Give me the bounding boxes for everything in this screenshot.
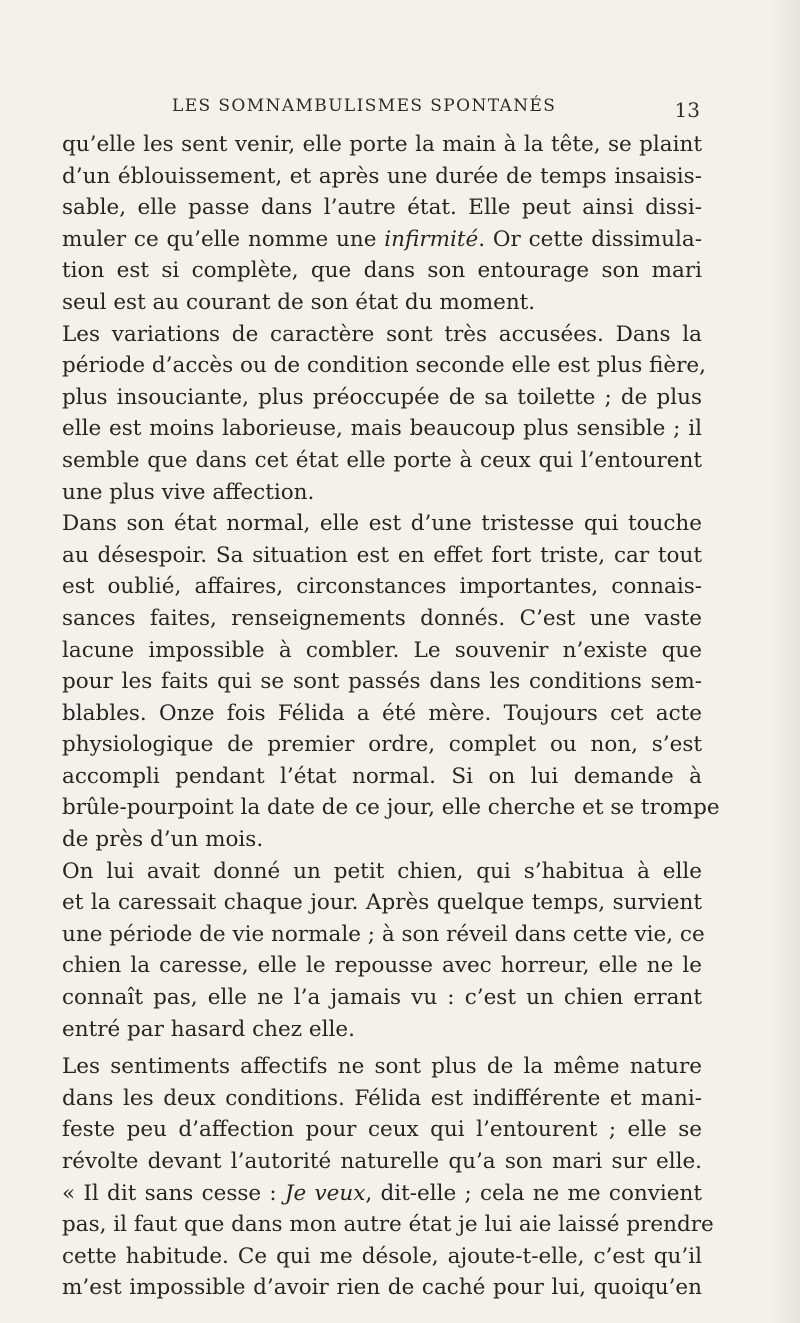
text-line: feste peu d’affection pour ceux qui l’entourent ; elle se [62, 1117, 702, 1143]
text-line: brûle-pourpoint la date de ce jour, elle cherche et se trompe [62, 795, 720, 821]
text-line: de près d’un mois. [62, 827, 264, 853]
text-line: tion est si complète, que dans son entourage son mari [62, 258, 702, 284]
text-line: au désespoir. Sa situation est en effet fort triste, car tout [62, 542, 702, 568]
text-line: Les variations de caractère sont très accusées. Dans la [62, 321, 702, 347]
running-head: LES SOMNAMBULISMES SPONTANÉS [172, 96, 557, 116]
text-line: d’un éblouissement, et après une durée de temps insaisis- [62, 163, 702, 189]
text-line: « Il dit sans cesse : Je veux, dit-elle ; cela ne me convient [62, 1180, 702, 1206]
paragraph [62, 1051, 714, 1304]
text-line: période d’accès ou de condition seconde elle est plus fière, [62, 353, 706, 379]
text-line: semble que dans cet état elle porte à ceux qui l’entourent [62, 447, 702, 473]
italic-emphasis: Je veux [284, 1180, 366, 1206]
text-line: seul est au courant de son état du moment. [62, 289, 536, 315]
italic-emphasis: infirmité [384, 226, 479, 252]
text-line: blables. Onze fois Félida a été mère. Toujours cet acte [62, 700, 702, 726]
text-line: connaît pas, elle ne l’a jamais vu : c’est un chien errant [62, 985, 702, 1011]
paragraph [62, 856, 705, 1046]
text-line: Les sentiments affectifs ne sont plus de la même nature [62, 1054, 702, 1080]
paragraph [62, 129, 702, 319]
text-line: et la caressait chaque jour. Après quelque temps, survient [62, 890, 702, 916]
text-line: une plus vive affection. [62, 479, 315, 505]
text-line: plus insouciante, plus préoccupée de sa toilette ; de plus [62, 384, 702, 410]
text-line: dans les deux conditions. Félida est indifférente et mani- [62, 1085, 702, 1111]
text-line: m’est impossible d’avoir rien de caché pour lui, quoiqu’en [62, 1275, 702, 1301]
text-line: pour les faits qui se sont passés dans les conditions sem- [62, 669, 702, 695]
text-line: lacune impossible à combler. Le souvenir n’existe que [62, 637, 702, 663]
page-header [60, 96, 708, 126]
page-edge-shadow [770, 0, 800, 1323]
text-line: sances faites, renseignements donnés. C’est une vaste [62, 605, 702, 631]
text-line: accompli pendant l’état normal. Si on lui demande à [62, 763, 702, 789]
text-line: physiologique de premier ordre, complet ou non, s’est [62, 732, 702, 758]
text-line: chien la caresse, elle le repousse avec horreur, elle ne le [62, 953, 702, 979]
text-line: une période de vie normale ; à son réveil dans cette vie, ce [62, 921, 705, 947]
text-line: pas, il faut que dans mon autre état je lui aie laissé prendre [62, 1212, 714, 1238]
text-line: est oublié, affaires, circonstances importantes, connais- [62, 574, 702, 600]
text-line: Dans son état normal, elle est d’une tristesse qui touche [62, 511, 702, 537]
page-number: 13 [674, 98, 700, 122]
paragraph [62, 319, 706, 509]
text-line: sable, elle passe dans l’autre état. Elle peut ainsi dissi- [62, 195, 702, 221]
text-line: qu’elle les sent venir, elle porte la main à la tête, se plaint [62, 132, 702, 157]
text-line: entré par hasard chez elle. [62, 1016, 355, 1042]
text-line: muler ce qu’elle nomme une infirmité. Or cette dissimula- [62, 226, 702, 252]
text-line: révolte devant l’autorité naturelle qu’a son mari sur elle. [62, 1149, 702, 1174]
body-text [62, 129, 720, 1304]
text-line: cette habitude. Ce qui me désole, ajoute-t-elle, c’est qu’il [62, 1243, 702, 1269]
paragraph [62, 508, 720, 856]
text-line: elle est moins laborieuse, mais beaucoup plus sensible ; il [62, 416, 702, 442]
text-line: On lui avait donné un petit chien, qui s’habitua à elle [62, 858, 702, 884]
